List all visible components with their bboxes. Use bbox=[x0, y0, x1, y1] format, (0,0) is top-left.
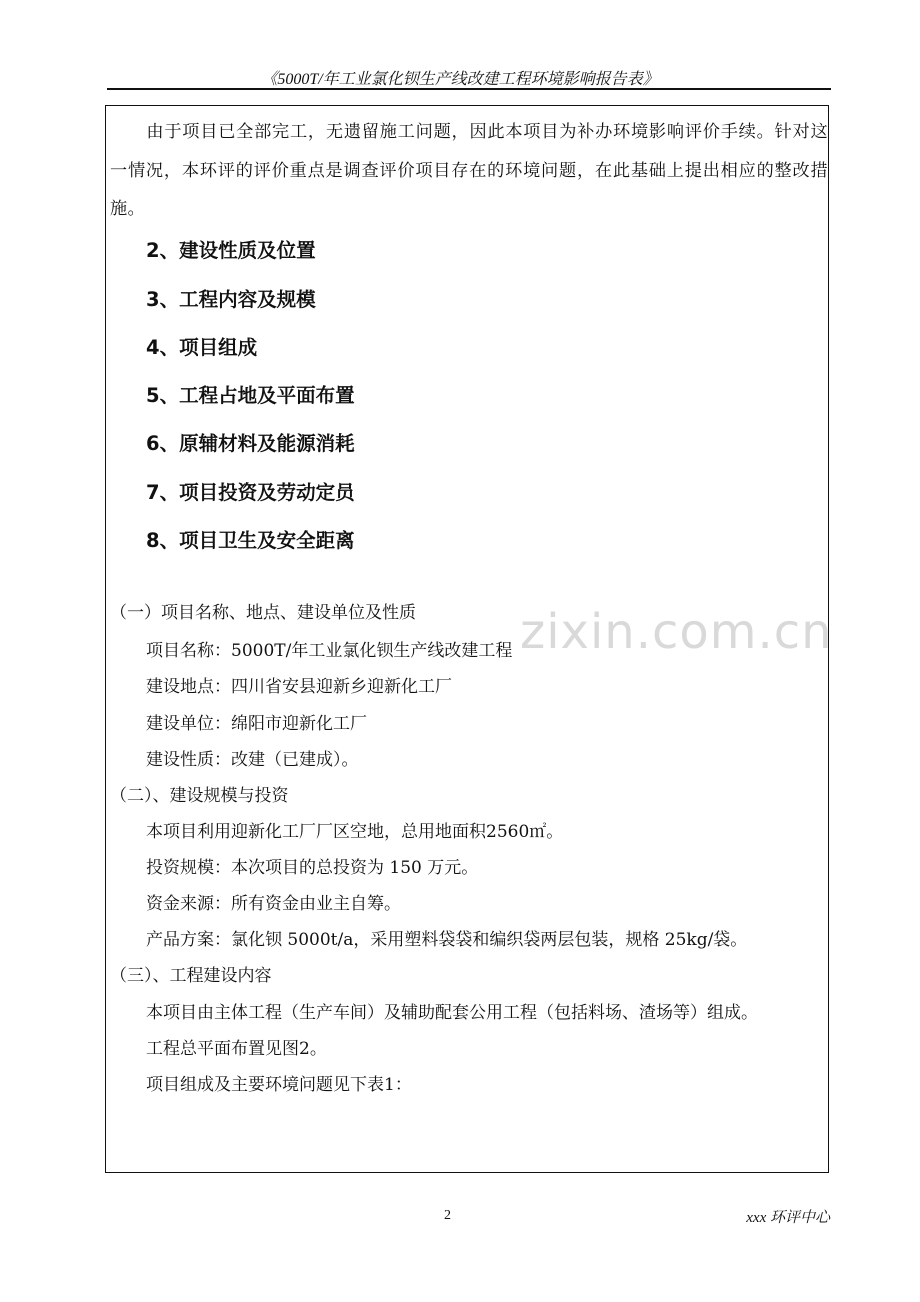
section3-title: （三）、工程建设内容 bbox=[110, 966, 272, 986]
heading-safety-distance: 8、项目卫生及安全距离 bbox=[146, 529, 355, 552]
funding-source-line: 资金来源：所有资金由业主自筹。 bbox=[146, 894, 401, 914]
document-header-title: 《5000T/年工业氯化钡生产线改建工程环境影响报告表》 bbox=[261, 71, 659, 88]
page-number: 2 bbox=[444, 1208, 451, 1223]
heading-construction-nature: 2、建设性质及位置 bbox=[146, 239, 316, 262]
construction-unit-line: 建设单位：绵阳市迎新化工厂 bbox=[146, 714, 367, 734]
watermark: zixin.com.cn bbox=[520, 604, 833, 660]
section2-title: （二）、建设规模与投资 bbox=[110, 786, 289, 806]
heading-land-layout: 5、工程占地及平面布置 bbox=[146, 384, 355, 407]
table-reference-line: 项目组成及主要环境问题见下表1： bbox=[146, 1075, 412, 1095]
section1-title: （一）项目名称、地点、建设单位及性质 bbox=[110, 603, 416, 623]
heading-investment-staff: 7、项目投资及劳动定员 bbox=[146, 481, 355, 504]
heading-project-composition: 4、项目组成 bbox=[146, 336, 258, 359]
layout-reference-line: 工程总平面布置见图2。 bbox=[146, 1039, 327, 1059]
intro-paragraph bbox=[110, 113, 828, 229]
project-location-line: 建设地点：四川省安县迎新乡迎新化工厂 bbox=[146, 677, 452, 697]
composition-line: 本项目由主体工程（生产车间）及辅助配套公用工程（包括料场、渣场等）组成。 bbox=[146, 1003, 758, 1023]
project-name-line: 项目名称：5000T/年工业氯化钡生产线改建工程 bbox=[146, 641, 513, 661]
investment-scale-line: 投资规模：本次项目的总投资为 150 万元。 bbox=[146, 858, 479, 878]
construction-nature-line: 建设性质：改建（已建成）。 bbox=[146, 750, 359, 770]
intro-paragraph-text: 由于项目已全部完工，无遗留施工问题，因此本项目为补办环境影响评价手续。针对这一情况，本环评的评价重点是调查评价项目存在的环境问题，在此基础上提出相应的整改措施。 bbox=[110, 122, 828, 219]
product-plan-line: 产品方案：氯化钡 5000t/a，采用塑料袋袋和编织袋两层包装，规格 25kg/袋。 bbox=[146, 930, 748, 950]
heading-materials-energy: 6、原辅材料及能源消耗 bbox=[146, 432, 355, 455]
footer-organization: xxx 环评中心 bbox=[746, 1210, 830, 1226]
heading-project-content: 3、工程内容及规模 bbox=[146, 288, 316, 311]
header-rule bbox=[107, 88, 831, 90]
land-area-line: 本项目利用迎新化工厂厂区空地，总用地面积2560㎡。 bbox=[146, 822, 564, 842]
